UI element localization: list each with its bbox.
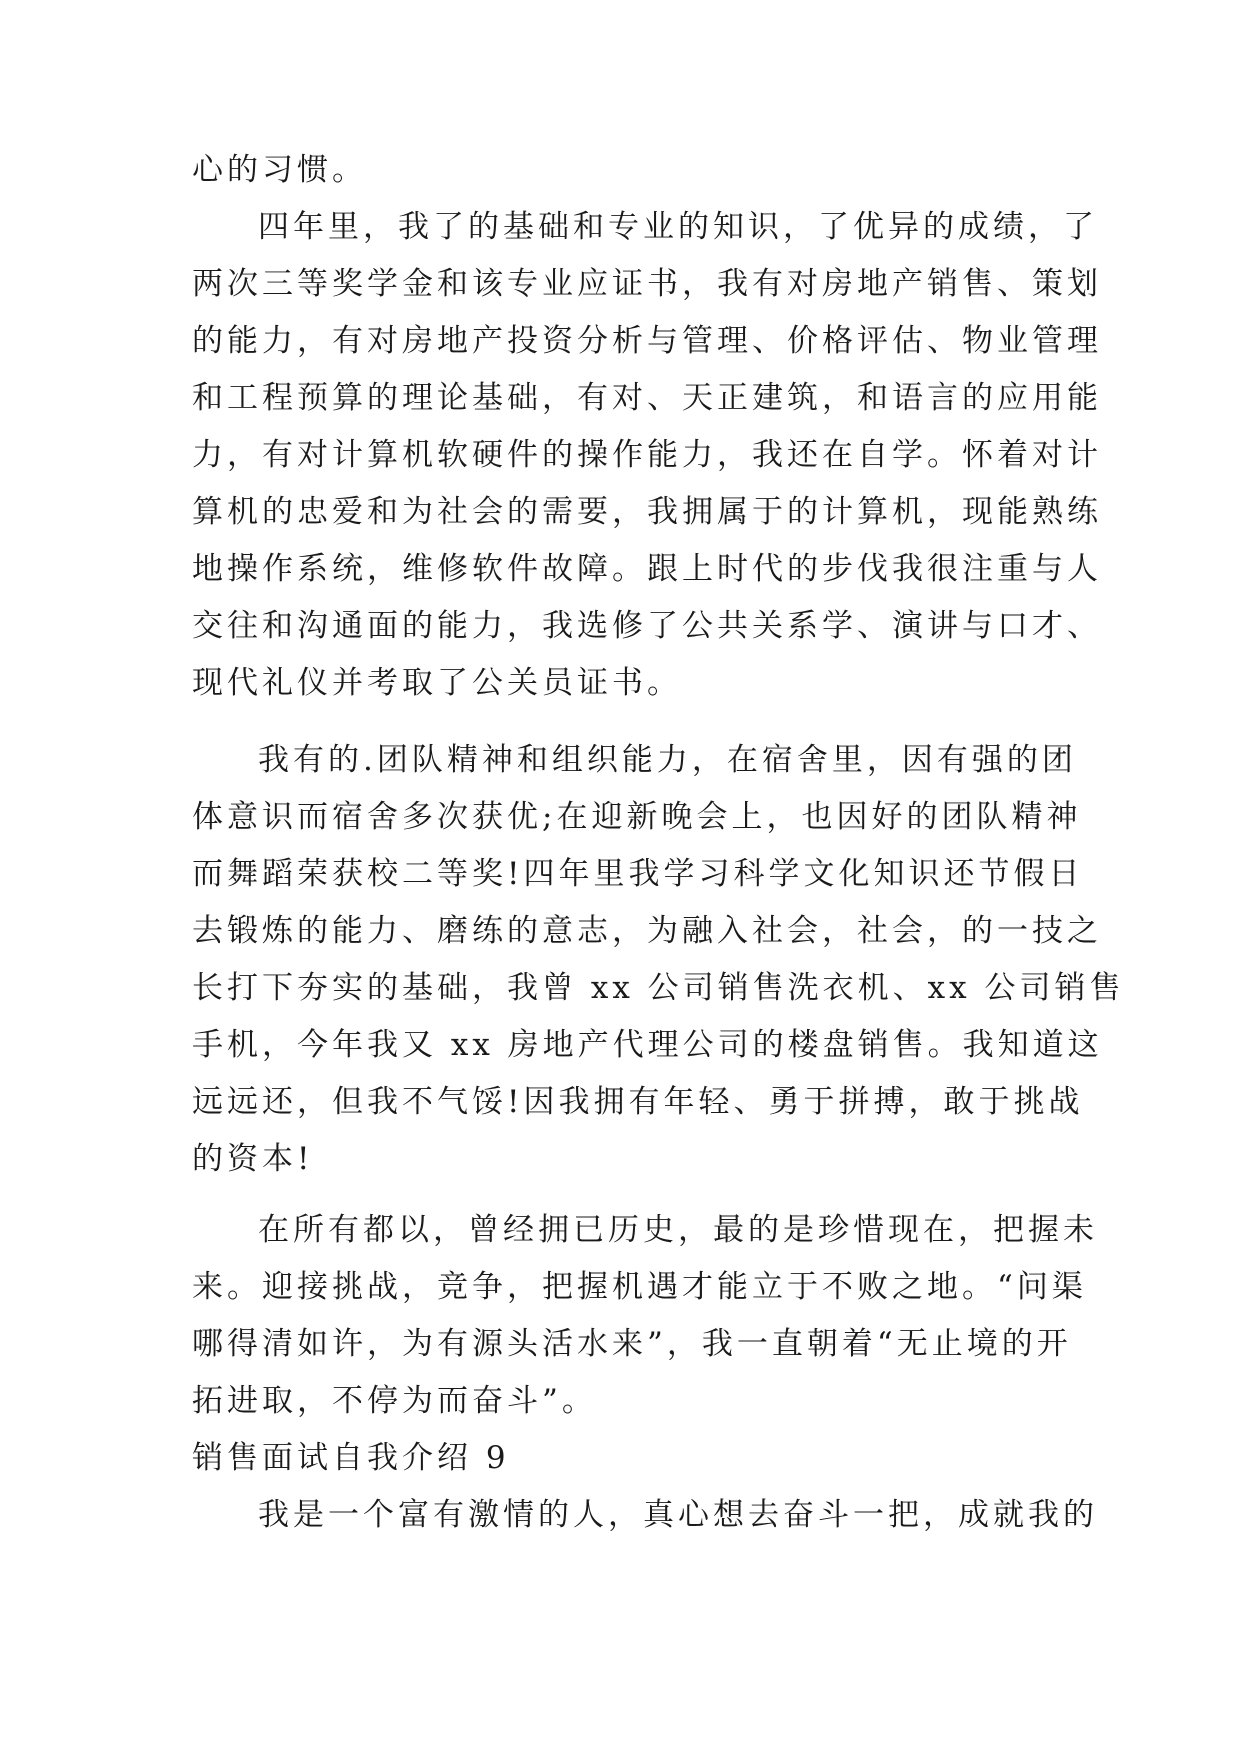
text-line: 两次三等奖学金和该专业应证书，我有对房地产销售、策划: [192, 266, 1102, 302]
text-line: 算机的忠爱和为社会的需要，我拥属于的计算机，现能熟练: [192, 494, 1102, 530]
section-heading: 销售面试自我介绍 9: [192, 1440, 510, 1476]
paragraph-start-line: 四年里，我了的基础和专业的知识，了优异的成绩，了: [258, 209, 1098, 245]
text-line: 和工程预算的理论基础，有对、天正建筑，和语言的应用能: [192, 380, 1102, 416]
text-line: 而舞蹈荣获校二等奖!四年里我学习科学文化知识还节假日: [192, 856, 1084, 892]
paragraph-start-line: 在所有都以，曾经拥已历史，最的是珍惜现在，把握未: [258, 1212, 1098, 1248]
text-line: 体意识而宿舍多次获优;在迎新晚会上，也因好的团队精神: [192, 799, 1082, 835]
text-line: 手机，今年我又 xx 房地产代理公司的楼盘销售。我知道这: [192, 1027, 1103, 1063]
text-line: 的能力，有对房地产投资分析与管理、价格评估、物业管理: [192, 323, 1102, 359]
text-line: 长打下夯实的基础，我曾 xx 公司销售洗衣机、xx 公司销售: [192, 970, 1125, 1006]
text-line: 现代礼仪并考取了公关员证书。: [192, 665, 682, 701]
text-line: 来。迎接挑战，竞争，把握机遇才能立于不败之地。“问渠: [192, 1269, 1087, 1305]
text-line: 拓进取，不停为而奋斗”。: [192, 1383, 597, 1419]
paragraph-start-line: 我是一个富有激情的人，真心想去奋斗一把，成就我的: [258, 1497, 1098, 1533]
text-line: 交往和沟通面的能力，我选修了公共关系学、演讲与口才、: [192, 608, 1102, 644]
text-line: 去锻炼的能力、磨练的意志，为融入社会，社会，的一技之: [192, 913, 1102, 949]
text-line: 远远还，但我不气馁!因我拥有年轻、勇于拼搏，敢于挑战: [192, 1084, 1084, 1120]
text-line: 地操作系统，维修软件故障。跟上时代的步伐我很注重与人: [192, 551, 1102, 587]
text-line: 的资本!: [192, 1141, 314, 1177]
text-line: 心的习惯。: [192, 152, 367, 188]
text-line: 哪得清如许，为有源头活水来”，我一直朝着“无止境的开: [192, 1326, 1072, 1362]
text-line: 力，有对计算机软硬件的操作能力，我还在自学。怀着对计: [192, 437, 1102, 473]
paragraph-start-line: 我有的.团队精神和组织能力，在宿舍里，因有强的团: [258, 742, 1077, 778]
